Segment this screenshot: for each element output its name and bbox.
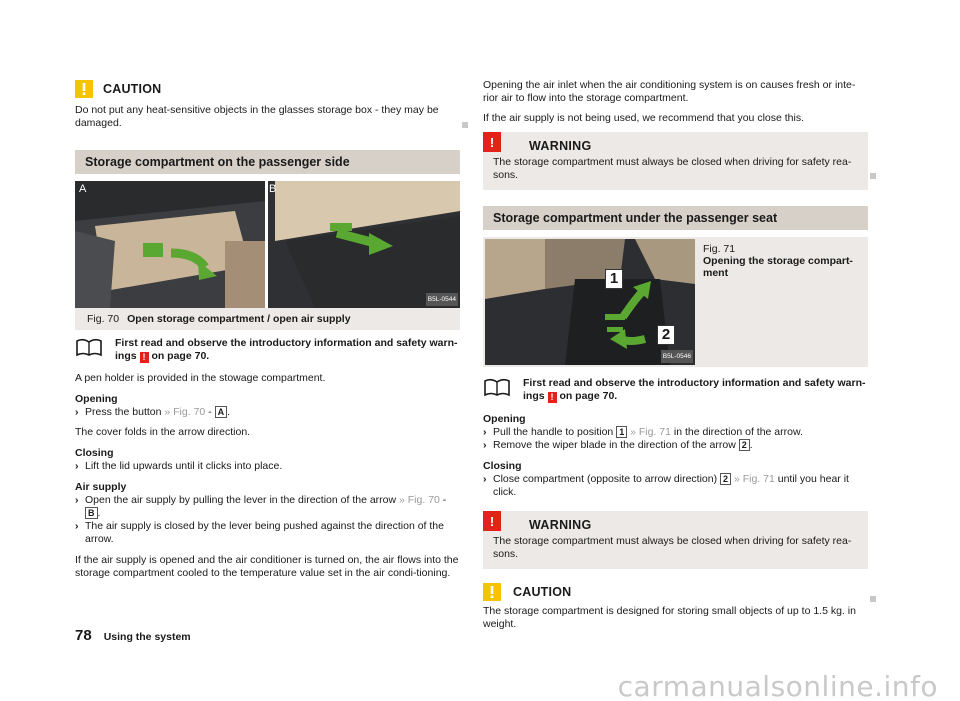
figure-caption xyxy=(75,308,460,330)
warning-text: The storage compartment must always be closed when driving for safety rea-sons. xyxy=(493,156,852,181)
right-column xyxy=(483,0,868,638)
read-first-note xyxy=(483,377,868,403)
note-text: First read and observe the introductory information and safety warn-ings xyxy=(115,337,458,362)
step-end: . xyxy=(97,507,101,519)
figure-label-2: 2 xyxy=(657,325,675,345)
key-b: B xyxy=(85,507,98,519)
caution-text: The storage compartment is designed for storing small objects of up to 1.5 kg. in weight. xyxy=(483,605,856,630)
right-intro-2: If the air supply is not being used, we recommend that you close this. xyxy=(483,112,805,124)
key-2: 2 xyxy=(739,439,750,451)
step-arrow-icon: › xyxy=(75,406,79,418)
caution-icon xyxy=(75,80,93,98)
figure-link[interactable]: » Fig. 71 xyxy=(733,473,775,485)
step-arrow-icon: › xyxy=(75,494,79,506)
section-title: Storage compartment on the passenger side xyxy=(75,150,460,174)
warning-box-1 xyxy=(483,132,868,190)
end-mark xyxy=(870,173,876,179)
note-text: First read and observe the introductory information and safety warn-ings xyxy=(523,377,866,402)
air-step-1 xyxy=(75,494,460,520)
warning-ref-icon: ! xyxy=(548,392,557,403)
figure-code: B5L-0546 xyxy=(661,350,693,363)
warning-label: WARNING xyxy=(529,138,592,153)
figure-71 xyxy=(483,237,868,367)
step-text: Open the air supply by pulling the lever in the direction of the arrow xyxy=(85,494,397,506)
open-step-1 xyxy=(483,426,868,439)
caution-text: Do not put any heat-sensitive objects in the glasses storage box - they may be damaged. xyxy=(75,104,439,129)
fold-text: The cover folds in the arrow direction. xyxy=(75,426,251,438)
read-first-note xyxy=(75,337,460,363)
warning-ref-icon: ! xyxy=(140,352,149,363)
step-text: Remove the wiper blade in the direction of the arrow xyxy=(493,439,736,451)
step-arrow-icon: › xyxy=(483,473,487,485)
step-end: . xyxy=(749,439,753,451)
step-end: . xyxy=(227,406,231,418)
right-intro-1: Opening the air inlet when the air conditioning system is on causes fresh or inte-rior air to flow into the storage compartment. xyxy=(483,79,856,104)
figure-link[interactable]: » Fig. 70 xyxy=(399,494,440,506)
intro-text: A pen holder is provided in the stowage compartment. xyxy=(75,372,326,384)
figure-number: Fig. 71 xyxy=(703,243,736,255)
step-text: The air supply is closed by the lever being pushed against the direction of the arrow. xyxy=(85,520,444,545)
step-after: until you hear it click. xyxy=(493,473,849,498)
close-step xyxy=(483,473,868,499)
figure-caption xyxy=(695,237,868,367)
step-text: Lift the lid upwards until it clicks into place. xyxy=(85,460,283,472)
warning-text: The storage compartment must always be closed when driving for safety rea-sons. xyxy=(493,535,852,560)
step-arrow-icon: › xyxy=(75,520,79,532)
book-icon xyxy=(75,337,103,357)
caution-header xyxy=(75,76,460,102)
figure-number: Fig. 70 xyxy=(87,312,120,325)
caution-label: CAUTION xyxy=(513,584,572,599)
page-footer xyxy=(75,629,191,644)
opening-heading: Opening xyxy=(75,393,118,405)
figure-label-1: 1 xyxy=(605,269,623,289)
panel-label-a: A xyxy=(79,183,87,195)
key-a: A xyxy=(215,406,228,418)
page-number: 78 xyxy=(75,627,92,644)
figure-code: B5L-0544 xyxy=(426,293,458,306)
book-icon xyxy=(483,377,511,397)
figure-link[interactable]: » Fig. 71 xyxy=(630,426,671,438)
warning-box-2 xyxy=(483,511,868,569)
key-1: 1 xyxy=(616,426,627,438)
closing-heading: Closing xyxy=(75,447,114,459)
step-arrow-icon: › xyxy=(75,460,79,472)
step-text: Close compartment (opposite to arrow direction) xyxy=(493,473,718,485)
caution-icon xyxy=(483,583,501,601)
panel-label-b: B xyxy=(269,183,277,195)
left-column xyxy=(75,0,460,587)
figure-link[interactable]: » Fig. 70 xyxy=(164,406,206,418)
note-page-ref[interactable]: on page 70. xyxy=(151,350,210,362)
end-mark xyxy=(870,596,876,602)
section-title: Storage compartment under the passenger seat xyxy=(483,206,868,230)
final-paragraph: If the air supply is opened and the air conditioner is turned on, the air flows into the storage compartment cooled to the temperature value set in the air condi-tioning. xyxy=(75,554,459,579)
air-supply-heading: Air supply xyxy=(75,481,127,493)
step-sep: - xyxy=(442,494,447,506)
page-section: Using the system xyxy=(103,631,191,643)
closing-step xyxy=(75,460,460,473)
watermark: carmanualsonline.info xyxy=(617,670,938,701)
figure-70 xyxy=(75,181,460,308)
step-arrow-icon: › xyxy=(483,439,487,451)
caution-header xyxy=(483,579,868,605)
caution-label: CAUTION xyxy=(103,81,162,96)
end-mark xyxy=(462,122,468,128)
opening-heading: Opening xyxy=(483,413,526,425)
warning-icon: ! xyxy=(483,511,501,531)
air-step-2 xyxy=(75,520,460,546)
note-page-ref[interactable]: on page 70. xyxy=(559,390,618,402)
figure-70-image xyxy=(75,181,460,308)
open-step-2 xyxy=(483,439,868,452)
closing-heading: Closing xyxy=(483,460,522,472)
step-sep: - xyxy=(208,406,212,418)
step-arrow-icon: › xyxy=(483,426,487,438)
warning-label: WARNING xyxy=(529,517,592,532)
figure-title: Opening the storage compart-ment xyxy=(703,255,853,279)
opening-step xyxy=(75,406,460,419)
step-text: Press the button xyxy=(85,406,162,418)
figure-71-image xyxy=(485,239,695,365)
warning-icon: ! xyxy=(483,132,501,152)
key-2: 2 xyxy=(720,473,731,485)
figure-title: Open storage compartment / open air supply xyxy=(127,312,351,325)
step-text: Pull the handle to position xyxy=(493,426,614,438)
step-after: in the direction of the arrow. xyxy=(673,426,803,438)
